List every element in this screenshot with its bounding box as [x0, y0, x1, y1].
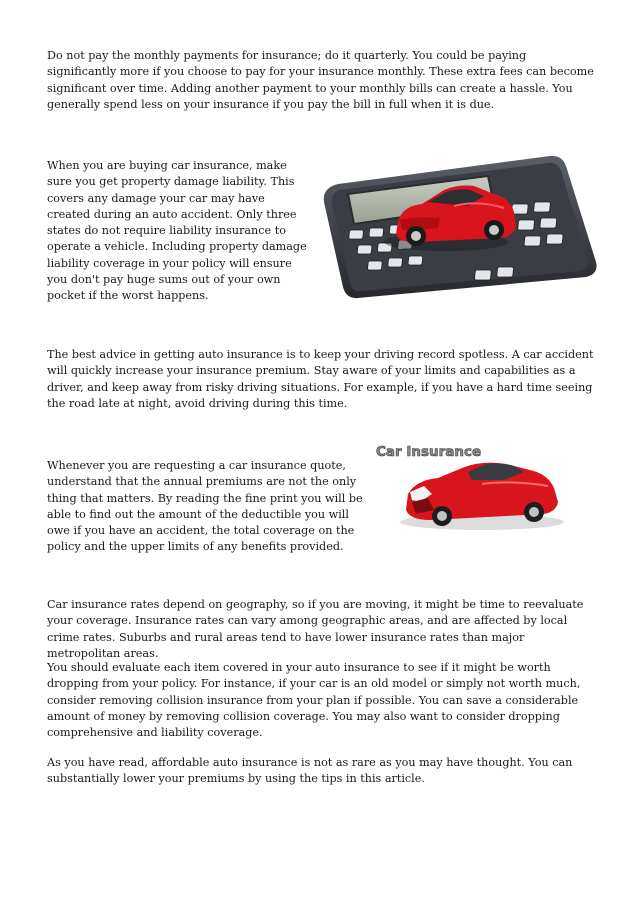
paragraph-property-damage: When you are buying car insurance, make sure you get property damage liability. This covers any damage your car may have created during an auto accident. Only three states do not require liability insurance to operate a vehicle. Including property damage liability coverage in your policy will ensure you don't pay huge sums out of your own pocket if the worst happens. — [47, 159, 307, 303]
paragraph-quarterly-payments: Do not pay the monthly payments for insurance; do it quarterly. You could be paying significantly more if you choose to pay for your insurance monthly. These extra fees can become significant over time. Adding another payment to your monthly bills can create a hassle. You generally spend less on your insurance if you pay the bill in full when it is due. — [47, 49, 594, 111]
paragraph-driving-record: The best advice in getting auto insurance is to keep your driving record spotless. A car accident will quickly increase your insurance premium. Stay aware of your limits and capabilities as a driver, and keep away from risky driving situations. For example, if you have a hard time seeing the road late at night, avoid driving during this time. — [47, 348, 594, 410]
paragraph-geography: Car insurance rates depend on geography, so if you are moving, it might be time to reevaluate your coverage. Insurance rates can vary among geographic areas, and are affected by local crime rates. Suburbs and rural areas tend to have lower insurance rates than major metropolitan areas. — [47, 598, 584, 660]
calculator-car-image — [318, 150, 604, 300]
paragraph-conclusion: As you have read, affordable auto insurance is not as rare as you may have thought. You can substantially lower your premiums by using the tips in this article. — [47, 756, 573, 786]
car-insurance-title: Car Insurance — [376, 444, 482, 460]
crashed-red-car-icon — [400, 463, 564, 530]
paragraph-evaluate-coverage: You should evaluate each item covered in your auto insurance to see if it might be worth dropping from your policy. For instance, if your car is an old model or simply not worth much, consider removing collision insurance from your plan if possible. You can save a considerable amount of money by removing collision coverage. You may also want to consider dropping comprehensive and liability coverage. — [47, 661, 581, 740]
crashed-car-image — [372, 440, 584, 536]
paragraph-insurance-quote: Whenever you are requesting a car insurance quote, understand that the annual premiums are not the only thing that matters. By reading the fine print you will be able to find out the amount of the deductible you will owe if you have an accident, the total coverage on the policy and the upper limits of any benefits provided. — [47, 459, 363, 554]
